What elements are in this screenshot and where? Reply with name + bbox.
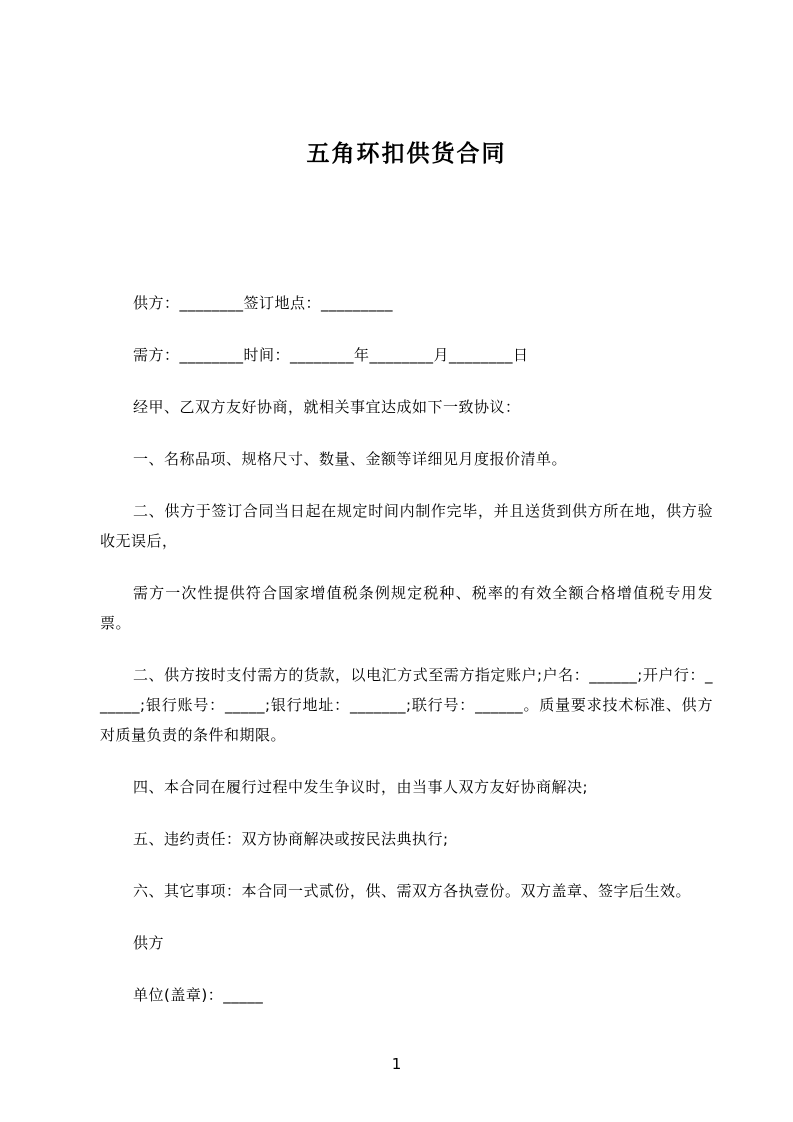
supplier-signing-place-line: 供方：________签订地点：_________ [133,294,394,312]
clause-2-delivery: 二、供方于签订合同当日起在规定时间内制作完毕，并且送货到供方所在地，供方验收无误后， [100,502,713,550]
document-title: 五角环扣供货合同 [306,141,507,167]
clause-4-dispute: 四、本合同在履行过程中发生争议时，由当事人双方友好协商解决; [133,778,589,796]
clause-5-breach: 五、违约责任：双方协商解决或按民法典执行; [133,830,449,848]
signature-party-label: 供方 [133,934,165,952]
clause-6-copies: 六、其它事项：本合同一式贰份，供、需双方各执壹份。双方盖章、签字后生效。 [133,882,692,900]
page-number: 1 [391,1055,402,1073]
clause-invoice: 需方一次性提供符合国家增值税条例规定税种、税率的有效全额合格增值税专用发票。 [100,584,713,632]
clause-payment-bank-details: 二、供方按时支付需方的货款，以电汇方式至需方指定账户;户名：______;开户行：______;银行账号：_____;银行地址：_______;联行号：______。质量要求技术标准、供方对质量负责的条件和期限。 [100,666,713,744]
seal-line: 单位(盖章)：_____ [133,986,264,1004]
clause-1-items: 一、名称品项、规格尺寸、数量、金额等详细见月度报价清单。 [133,450,568,468]
intro-paragraph: 经甲、乙双方友好协商，就相关事宜达成如下一致协议： [133,398,521,416]
buyer-date-line: 需方：________时间：________年________月________日 [133,346,529,364]
